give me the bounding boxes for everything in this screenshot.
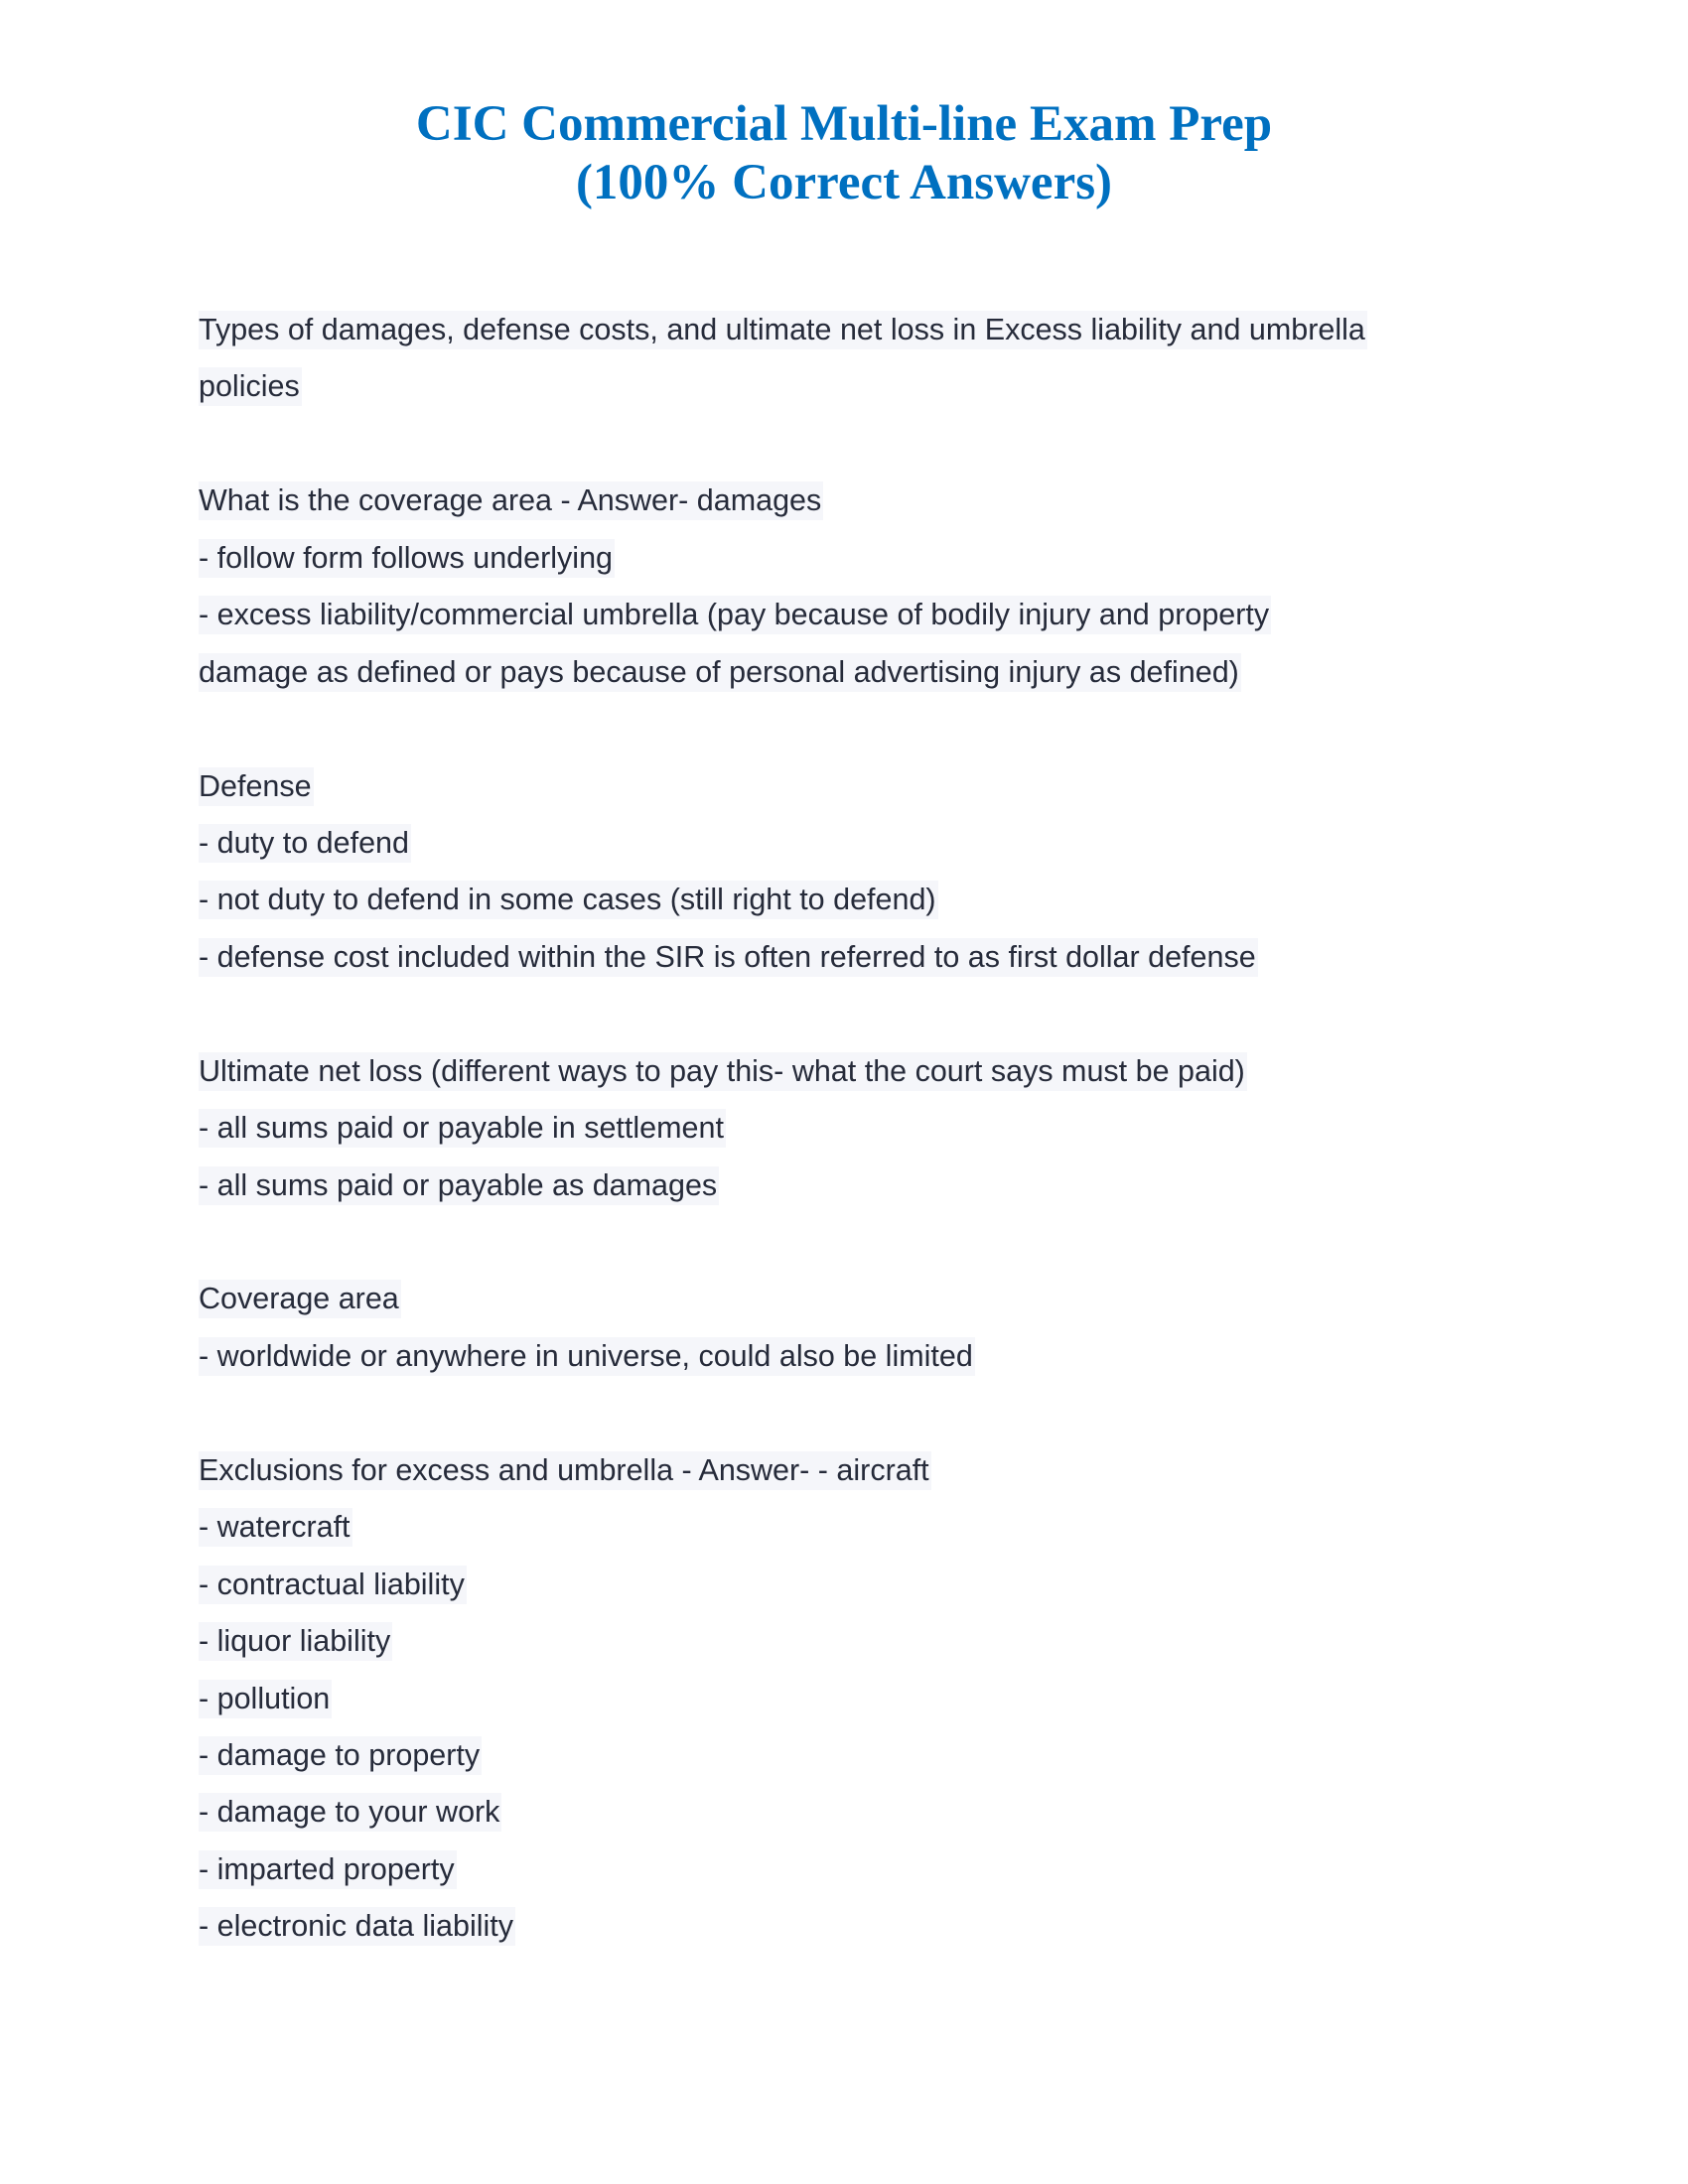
answer-item	[199, 824, 1509, 881]
text-line: Types of damages, defense costs, and ultimate net loss in Excess liability and umbrella	[199, 311, 1367, 349]
answer-item	[199, 1166, 1509, 1223]
text-line: - duty to defend	[199, 824, 411, 863]
exclusion-item	[199, 1680, 1509, 1736]
document-title	[0, 95, 1688, 212]
section-heading-defense	[199, 767, 1509, 824]
text-line: - not duty to defend in some cases (still right to defend)	[199, 881, 938, 919]
text-line: - defense cost included within the SIR is often referred to as first dollar defense	[199, 938, 1258, 977]
exclusion-item	[199, 1736, 1509, 1793]
section-heading-coverage-area	[199, 1280, 1509, 1336]
text-line: - contractual liability	[199, 1566, 467, 1604]
text-line: - electronic data liability	[199, 1907, 515, 1946]
section-heading-ultimate-net-loss	[199, 1052, 1509, 1109]
blank-line	[199, 425, 1509, 481]
text-line: - all sums paid or payable in settlement	[199, 1109, 726, 1148]
text-line: - follow form follows underlying	[199, 539, 615, 578]
title-line-1: CIC Commercial Multi-line Exam Prep	[415, 96, 1273, 152]
text-line: - all sums paid or payable as damages	[199, 1166, 719, 1205]
text-line: - liquor liability	[199, 1622, 392, 1661]
intro-heading-line-2	[199, 367, 1509, 424]
text-line: - worldwide or anywhere in universe, could also be limited	[199, 1337, 975, 1376]
text-line: What is the coverage area - Answer- damages	[199, 481, 823, 520]
text-line: Coverage area	[199, 1280, 401, 1318]
text-line: - excess liability/commercial umbrella (pay because of bodily injury and property	[199, 596, 1271, 634]
answer-item	[199, 881, 1509, 937]
answer-item	[199, 1109, 1509, 1165]
answer-item	[199, 1337, 1509, 1394]
answer-item	[199, 596, 1509, 652]
exclusion-item	[199, 1793, 1509, 1849]
text-line: Exclusions for excess and umbrella - Answer- - aircraft	[199, 1451, 931, 1490]
document-body	[199, 311, 1509, 1965]
blank-line	[199, 1394, 1509, 1450]
text-line: - imparted property	[199, 1850, 457, 1889]
exclusion-item	[199, 1622, 1509, 1679]
answer-item-continued	[199, 653, 1509, 710]
exclusion-item	[199, 1850, 1509, 1907]
exclusion-item	[199, 1907, 1509, 1964]
title-line-2: (100% Correct Answers)	[575, 155, 1113, 210]
answer-item	[199, 938, 1509, 995]
text-line: Ultimate net loss (different ways to pay this- what the court says must be paid)	[199, 1052, 1247, 1091]
text-line: - watercraft	[199, 1508, 352, 1547]
exclusion-item	[199, 1508, 1509, 1565]
question-exclusions	[199, 1451, 1509, 1508]
blank-line	[199, 995, 1509, 1051]
text-line: damage as defined or pays because of personal advertising injury as defined)	[199, 653, 1241, 692]
blank-line	[199, 710, 1509, 766]
text-line: - damage to your work	[199, 1793, 501, 1832]
question-coverage-area	[199, 481, 1509, 538]
exclusion-item	[199, 1566, 1509, 1622]
blank-line	[199, 1223, 1509, 1280]
text-line: Defense	[199, 767, 314, 806]
answer-item	[199, 539, 1509, 596]
text-line: - pollution	[199, 1680, 332, 1718]
intro-heading-line-1	[199, 311, 1509, 367]
text-line: - damage to property	[199, 1736, 482, 1775]
text-line: policies	[199, 367, 302, 406]
